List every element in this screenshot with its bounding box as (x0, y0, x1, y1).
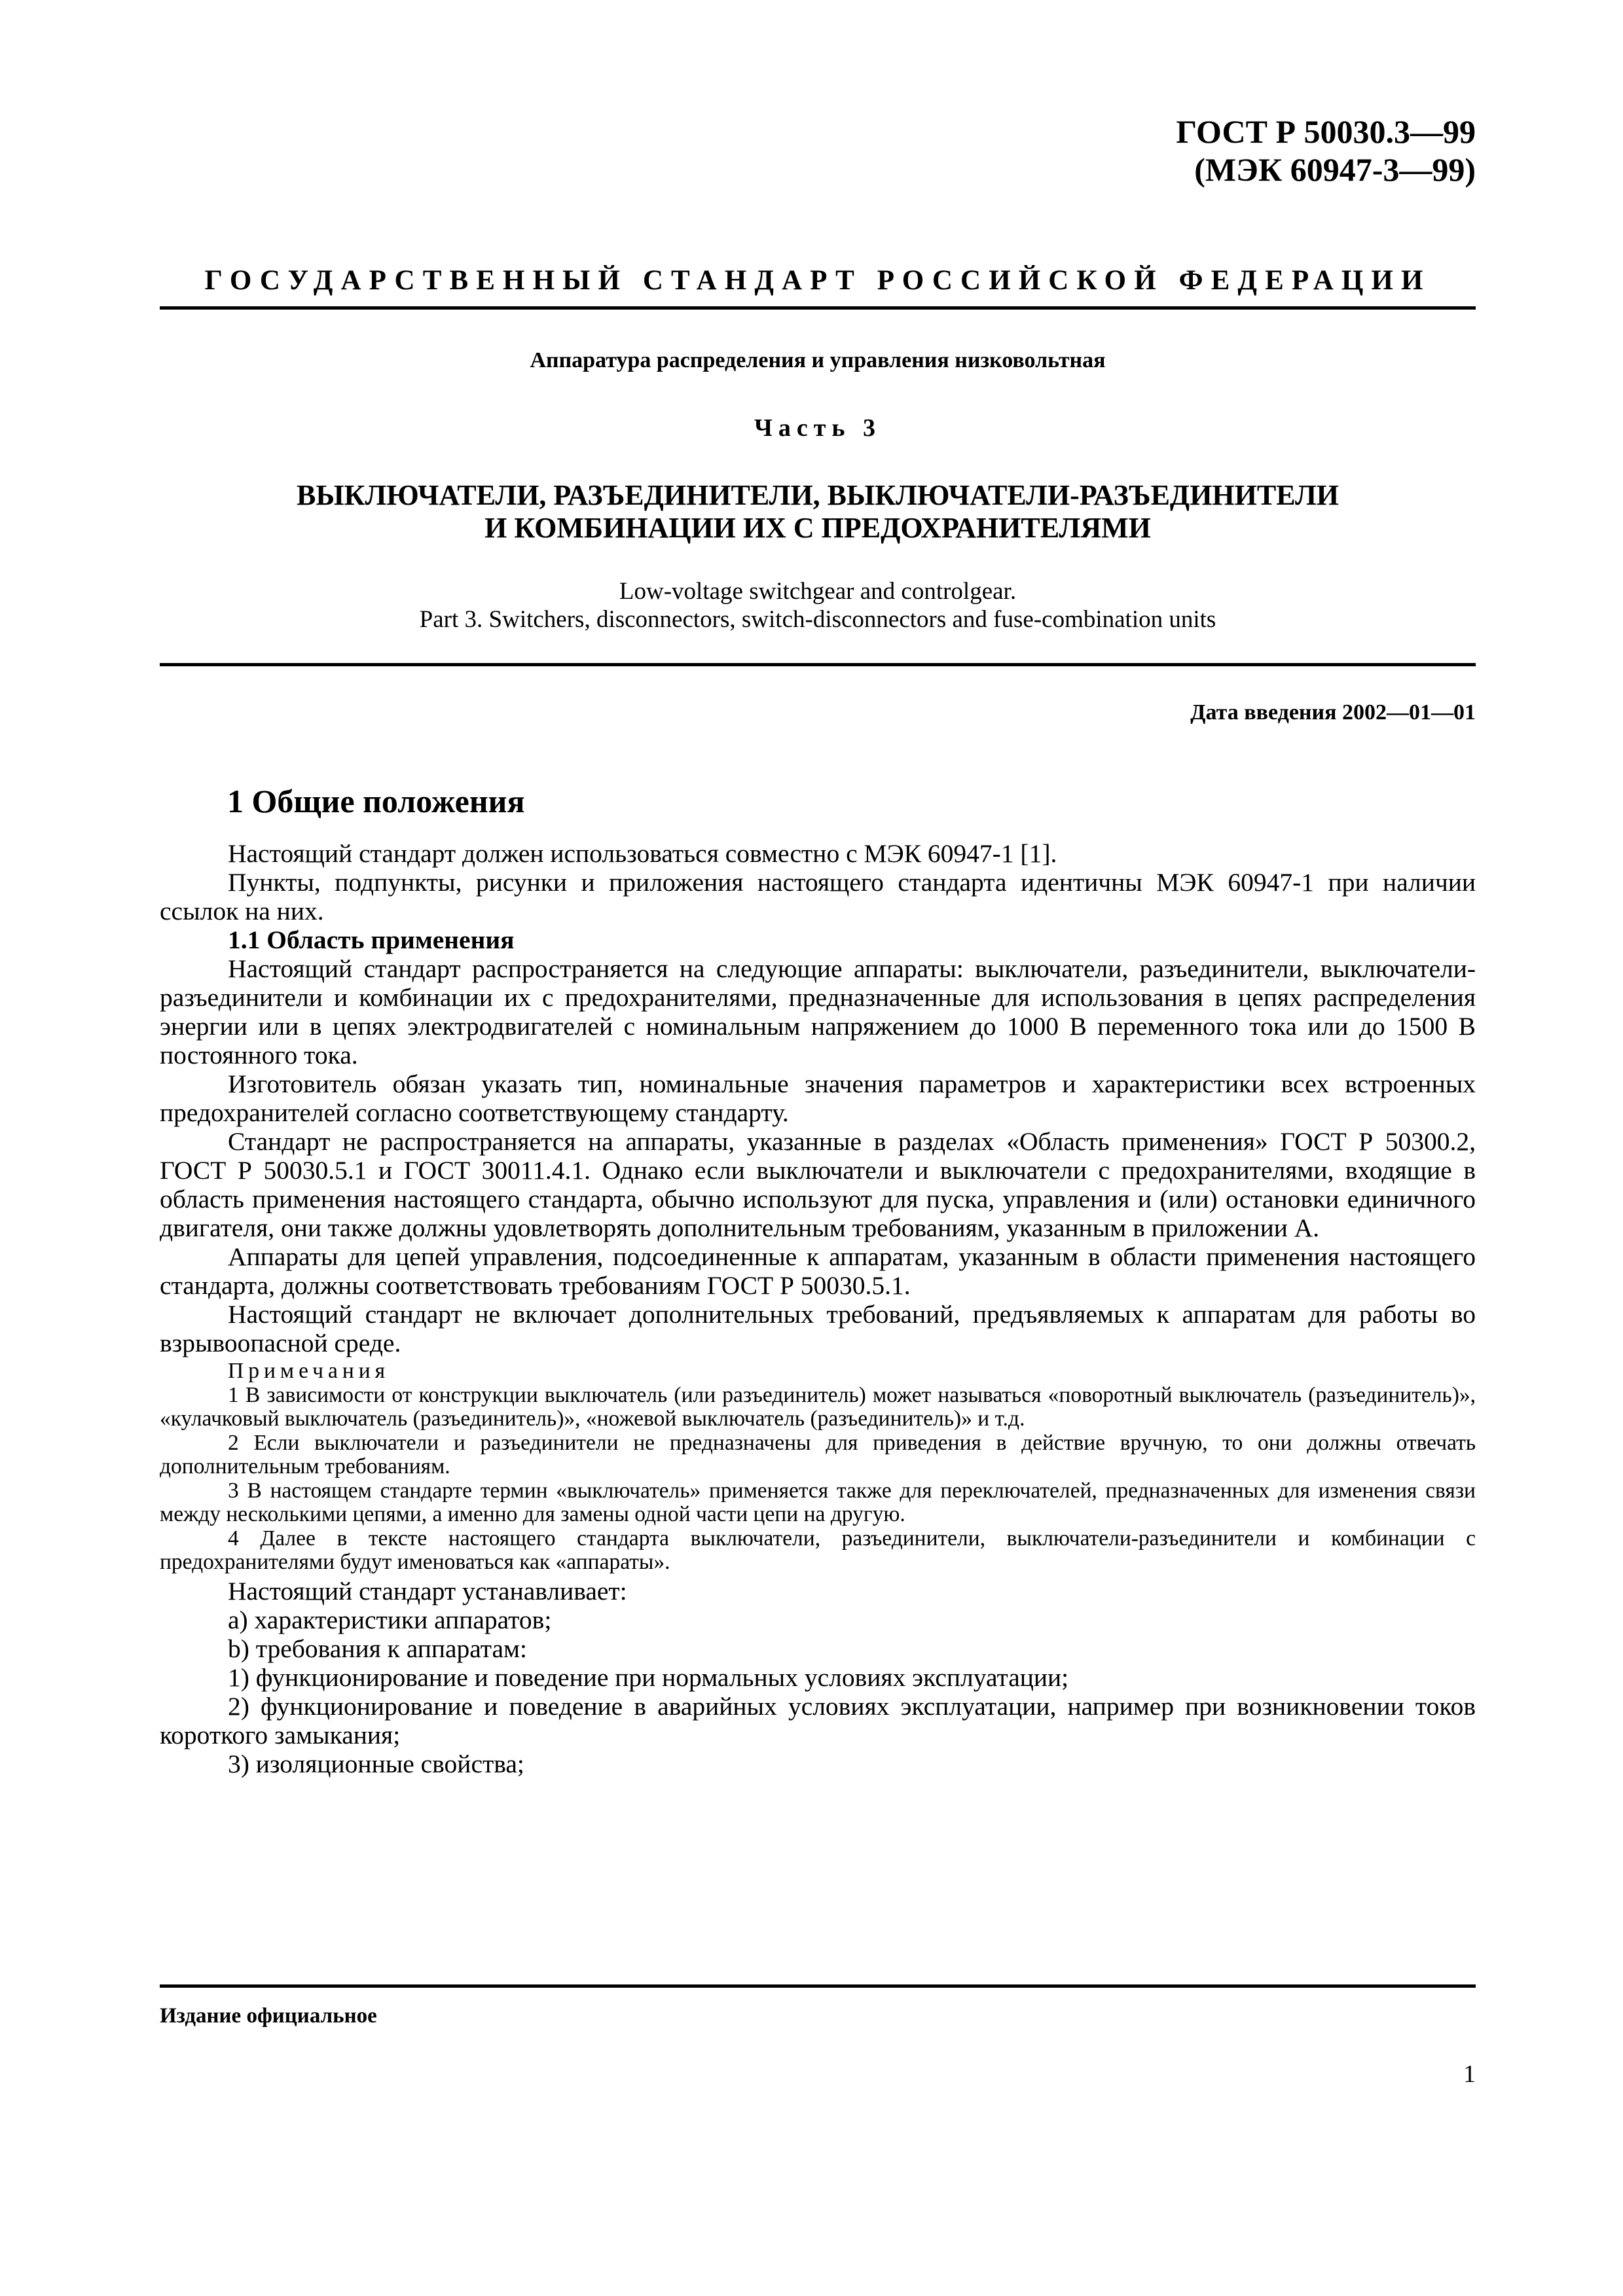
introduction-date: Дата введения 2002—01—01 (1190, 700, 1476, 725)
note-item: 2 Если выключатели и разъединители не предназначены для приведения в действие вручную, то они должны отвечать дополнительным требованиям. (160, 1430, 1476, 1479)
notes-heading: Примечания (228, 1359, 390, 1383)
page-number: 1 (1463, 2060, 1476, 2088)
part-label: Часть 3 (754, 414, 881, 442)
note-item: 3 В настоящем стандарте термин «выключатель» применяется также для переключателей, предназначенных для изменения связи между несколькими цепями, а именно для замены одной части цепи на другую. (160, 1478, 1476, 1526)
footer-rule (160, 1984, 1476, 1988)
list-intro: Настоящий стандарт устанавливает: (228, 1576, 627, 1605)
note-item: 1 В зависимости от конструкции выключатель (или разъединитель) может называться «поворотный выключатель (разъединитель)», «кулачковый выключатель (разъединитель)», «ножевой выключатель (разъединитель)» и т.д. (160, 1382, 1476, 1431)
standard-designation (1176, 113, 1476, 188)
paragraph: Настоящий стандарт распространяется на следующие аппараты: выключатели, разъединители, выключатели-разъединители и комбинации их с предохранителями, предназначенные для использования в цепях распределения энергии или в цепях электродвигателей с номинальным напряжением до 1000 В переменного тока или до 1500 В постоянного тока. (160, 954, 1476, 1069)
state-standard-title: ГОСУДАРСТВЕННЫЙ СТАНДАРТ РОССИЙСКОЙ ФЕДЕРАЦИИ (204, 265, 1431, 296)
designation-iec: (МЭК 60947-3—99) (1194, 151, 1476, 188)
body-text (160, 839, 1476, 1778)
requirements-list (160, 1577, 1476, 1778)
english-title (160, 577, 1476, 634)
official-edition-label: Издание официальное (160, 2004, 377, 2028)
english-title-line-1: Low-voltage switchgear and controlgear. (619, 578, 1017, 605)
list-item: 1) функционирование и поведение при нормальных условиях эксплуатации; (228, 1662, 1069, 1692)
section-heading: 1 Общие положения (227, 783, 525, 819)
list-item: a) характеристики аппаратов; (228, 1605, 552, 1634)
list-item: 2) функционирование и поведение в аварийных условиях эксплуатации, например при возникновении токов короткого замыкания; (160, 1691, 1476, 1749)
english-title-line-2: Part 3. Switchers, disconnectors, switch-disconnectors and fuse-combination units (419, 606, 1216, 633)
note-item: 4 Далее в тексте настоящего стандарта выключатели, разъединители, выключатели-разъединители и комбинации с предохранителями будут именоваться как «аппараты». (160, 1526, 1476, 1574)
list-item: 3) изоляционные свойства; (228, 1749, 524, 1778)
paragraph: Стандарт не распространяется на аппараты, указанные в разделах «Область применения» ГОСТ Р 50300.2, ГОСТ Р 50030.5.1 и ГОСТ 30011.4.1. Однако если выключатели и выключатели с предохранителями, входящие в область применения настоящего стандарта, обычно используют для пуска, управления и (или) остановки единичного двигателя, они также должны удовлетворять дополнительным требованиям, указанным в приложении А. (160, 1127, 1476, 1242)
paragraph: Настоящий стандарт должен использоваться совместно с МЭК 60947-1 [1]. (228, 839, 1057, 868)
list-item: b) требования к аппаратам: (228, 1634, 528, 1663)
paragraph: Аппараты для цепей управления, подсоединенные к аппаратам, указанным в области применения настоящего стандарта, должны соответствовать требованиям ГОСТ Р 50030.5.1. (160, 1242, 1476, 1300)
paragraph: Пункты, подпункты, рисунки и приложения настоящего стандарта идентичны МЭК 60947-1 при наличии ссылок на них. (160, 868, 1476, 925)
title-rule (160, 663, 1476, 666)
notes-block (160, 1359, 1476, 1575)
header-rule (160, 306, 1476, 310)
main-title (160, 479, 1476, 545)
main-title-line-2: И КОМБИНАЦИИ ИХ С ПРЕДОХРАНИТЕЛЯМИ (484, 512, 1151, 544)
subsection-heading: 1.1 Область применения (228, 925, 515, 954)
paragraph: Настоящий стандарт не включает дополнительных требований, предъявляемых к аппаратам для работы во взрывоопасной среде. (160, 1300, 1476, 1357)
paragraph: Изготовитель обязан указать тип, номинальные значения параметров и характеристики всех встроенных предохранителей согласно соответствующему стандарту. (160, 1069, 1476, 1127)
main-title-line-1: ВЫКЛЮЧАТЕЛИ, РАЗЪЕДИНИТЕЛИ, ВЫКЛЮЧАТЕЛИ-РАЗЪЕДИНИТЕЛИ (297, 479, 1339, 511)
document-subtitle: Аппаратура распределения и управления низковольтная (530, 348, 1106, 372)
document-page (160, 0, 1476, 2296)
designation-gost: ГОСТ Р 50030.3—99 (1176, 113, 1476, 150)
